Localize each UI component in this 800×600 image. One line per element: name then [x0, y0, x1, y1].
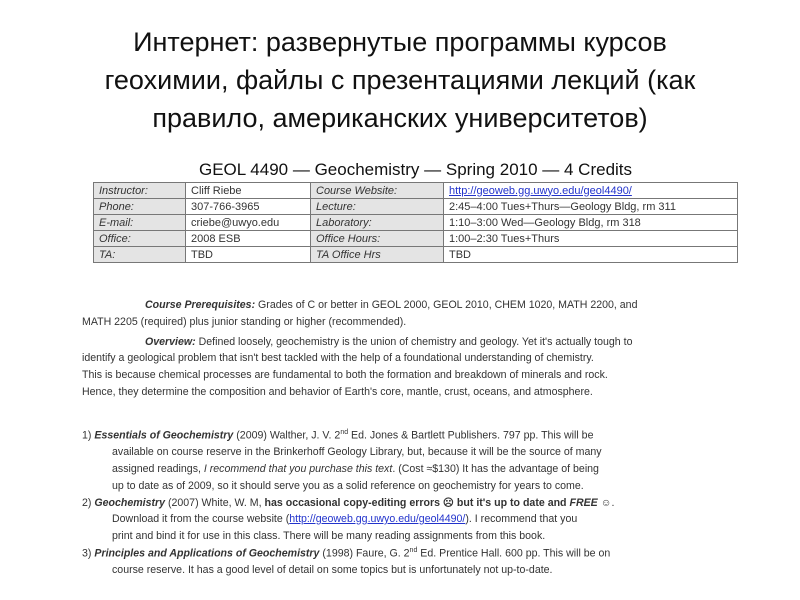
slide-heading-line-1: Интернет: развернутые программы курсов — [133, 27, 667, 57]
text-run: Geochemistry — [94, 497, 166, 509]
text-run: 1) — [82, 429, 95, 442]
table-row — [94, 199, 738, 215]
text-run: (2007) White, W. M, — [165, 497, 265, 509]
field-value: Cliff Riebe — [186, 183, 311, 199]
text-run: (2009) Walther, J. V. 2 — [233, 429, 341, 442]
text-line — [112, 564, 552, 576]
text-run: Principles and Applications of Geochemistry — [94, 547, 320, 560]
field-label: Instructor: — [94, 183, 186, 199]
field-label: TA: — [94, 247, 186, 263]
field-value: TBD — [186, 247, 311, 263]
text-run: nd — [409, 547, 418, 554]
text-line — [112, 480, 584, 492]
field-label: Office: — [94, 231, 186, 247]
course-website-link[interactable]: http://geoweb.gg.uwyo.edu/geol4490/ — [289, 513, 466, 525]
text-run: Ed. Jones & Bartlett Publishers. 797 pp. This will be — [348, 429, 594, 442]
text-run: I recommend that you purchase this text — [203, 463, 393, 475]
field-label: TA Office Hrs — [311, 247, 444, 263]
text-run: MATH 2205 (required) plus junior standing or higher (recommended). — [82, 316, 407, 328]
text-run: has occasional copy-editing errors ☹ but it's up to date and — [264, 497, 570, 509]
field-value: 1:10–3:00 Wed—Geology Bldg, rm 318 — [444, 215, 738, 231]
field-label: Laboratory: — [311, 215, 444, 231]
text-run: Defined loosely, geochemistry is the union of chemistry and geology. Yet it's actually tough to — [195, 336, 633, 348]
field-value: 307-766-3965 — [186, 199, 311, 215]
field-label: Office Hours: — [311, 231, 444, 247]
text-run: 2) — [82, 497, 95, 509]
text-run: . (Cost ≈$130) It has the advantage of being — [392, 463, 599, 475]
text-run: ☺. — [597, 497, 615, 509]
text-line — [82, 316, 406, 328]
text-run: This is because chemical processes are fundamental to both the formation and breakdown of minerals and rock. — [82, 369, 608, 381]
field-value: TBD — [444, 247, 738, 263]
table-row — [94, 215, 738, 231]
text-run: Grades of C or better in GEOL 2000, GEOL 2010, CHEM 1020, MATH 2200, and — [255, 299, 638, 311]
text-run: ). I recommend that you — [465, 513, 578, 525]
slide-heading-line-3: правило, американских университетов) — [152, 103, 648, 133]
text-line — [112, 530, 545, 542]
field-value: 2:45–4:00 Tues+Thurs—Geology Bldg, rm 311 — [444, 199, 738, 215]
field-label: Phone: — [94, 199, 186, 215]
text-line — [112, 513, 577, 525]
text-run: Course Prerequisites: — [145, 299, 256, 311]
text-line — [112, 446, 602, 458]
text-line — [82, 352, 594, 364]
course-title: GEOL 4490 — Geochemistry — Spring 2010 — 4 Credits — [198, 160, 633, 179]
text-run: print and bind it for use in this class. There will be many reading assignments from this book. — [112, 530, 546, 542]
field-label: Course Website: — [311, 183, 444, 199]
text-run: course reserve. It has a good level of detail on some topics but is unfortunately not up-to-date. — [112, 564, 553, 576]
text-run: FREE — [569, 497, 598, 509]
field-value: criebe@uwyo.edu — [186, 215, 311, 231]
text-line — [82, 547, 610, 560]
field-label: E-mail: — [94, 215, 186, 231]
text-run: available on course reserve in the Brinkerhoff Geology Library, but, because it will be the source of many — [112, 446, 602, 458]
field-label: Lecture: — [311, 199, 444, 215]
field-value: 2008 ESB — [186, 231, 311, 247]
slide-heading-line-2: геохимии, файлы с презентациями лекций (как — [104, 65, 696, 95]
table-row — [94, 231, 738, 247]
course-website-link[interactable]: http://geoweb.gg.uwyo.edu/geol4490/ — [449, 184, 632, 197]
text-line — [112, 463, 599, 475]
text-run: (1998) Faure, G. 2 — [319, 547, 410, 560]
text-line — [145, 336, 632, 348]
text-run: Essentials of Geochemistry — [94, 429, 234, 442]
table-row — [94, 247, 738, 263]
text-run: assigned readings, — [112, 463, 204, 475]
text-line — [82, 429, 593, 442]
text-line — [82, 386, 593, 398]
text-run: 3) — [82, 547, 95, 560]
text-run: identify a geological problem that isn't best tackled with the help of a foundational understanding of chemistry. — [82, 352, 594, 364]
course-info-table — [93, 182, 738, 263]
text-run: Ed. Prentice Hall. 600 pp. This will be on — [417, 547, 611, 560]
text-run: Overview: — [145, 336, 196, 348]
text-run: Download it from the course website ( — [112, 513, 290, 525]
text-run: nd — [340, 429, 349, 436]
text-line — [82, 497, 614, 509]
table-row — [94, 183, 738, 199]
text-run: Hence, they determine the composition and behavior of Earth's core, mantle, crust, oceans, and atmosphere. — [82, 386, 593, 398]
field-value: 1:00–2:30 Tues+Thurs — [444, 231, 738, 247]
text-line — [82, 369, 608, 381]
text-run: up to date as of 2009, so it should serve you as a solid reference on geochemistry for years to come. — [112, 480, 584, 492]
field-value — [444, 183, 738, 199]
text-line — [145, 299, 637, 311]
